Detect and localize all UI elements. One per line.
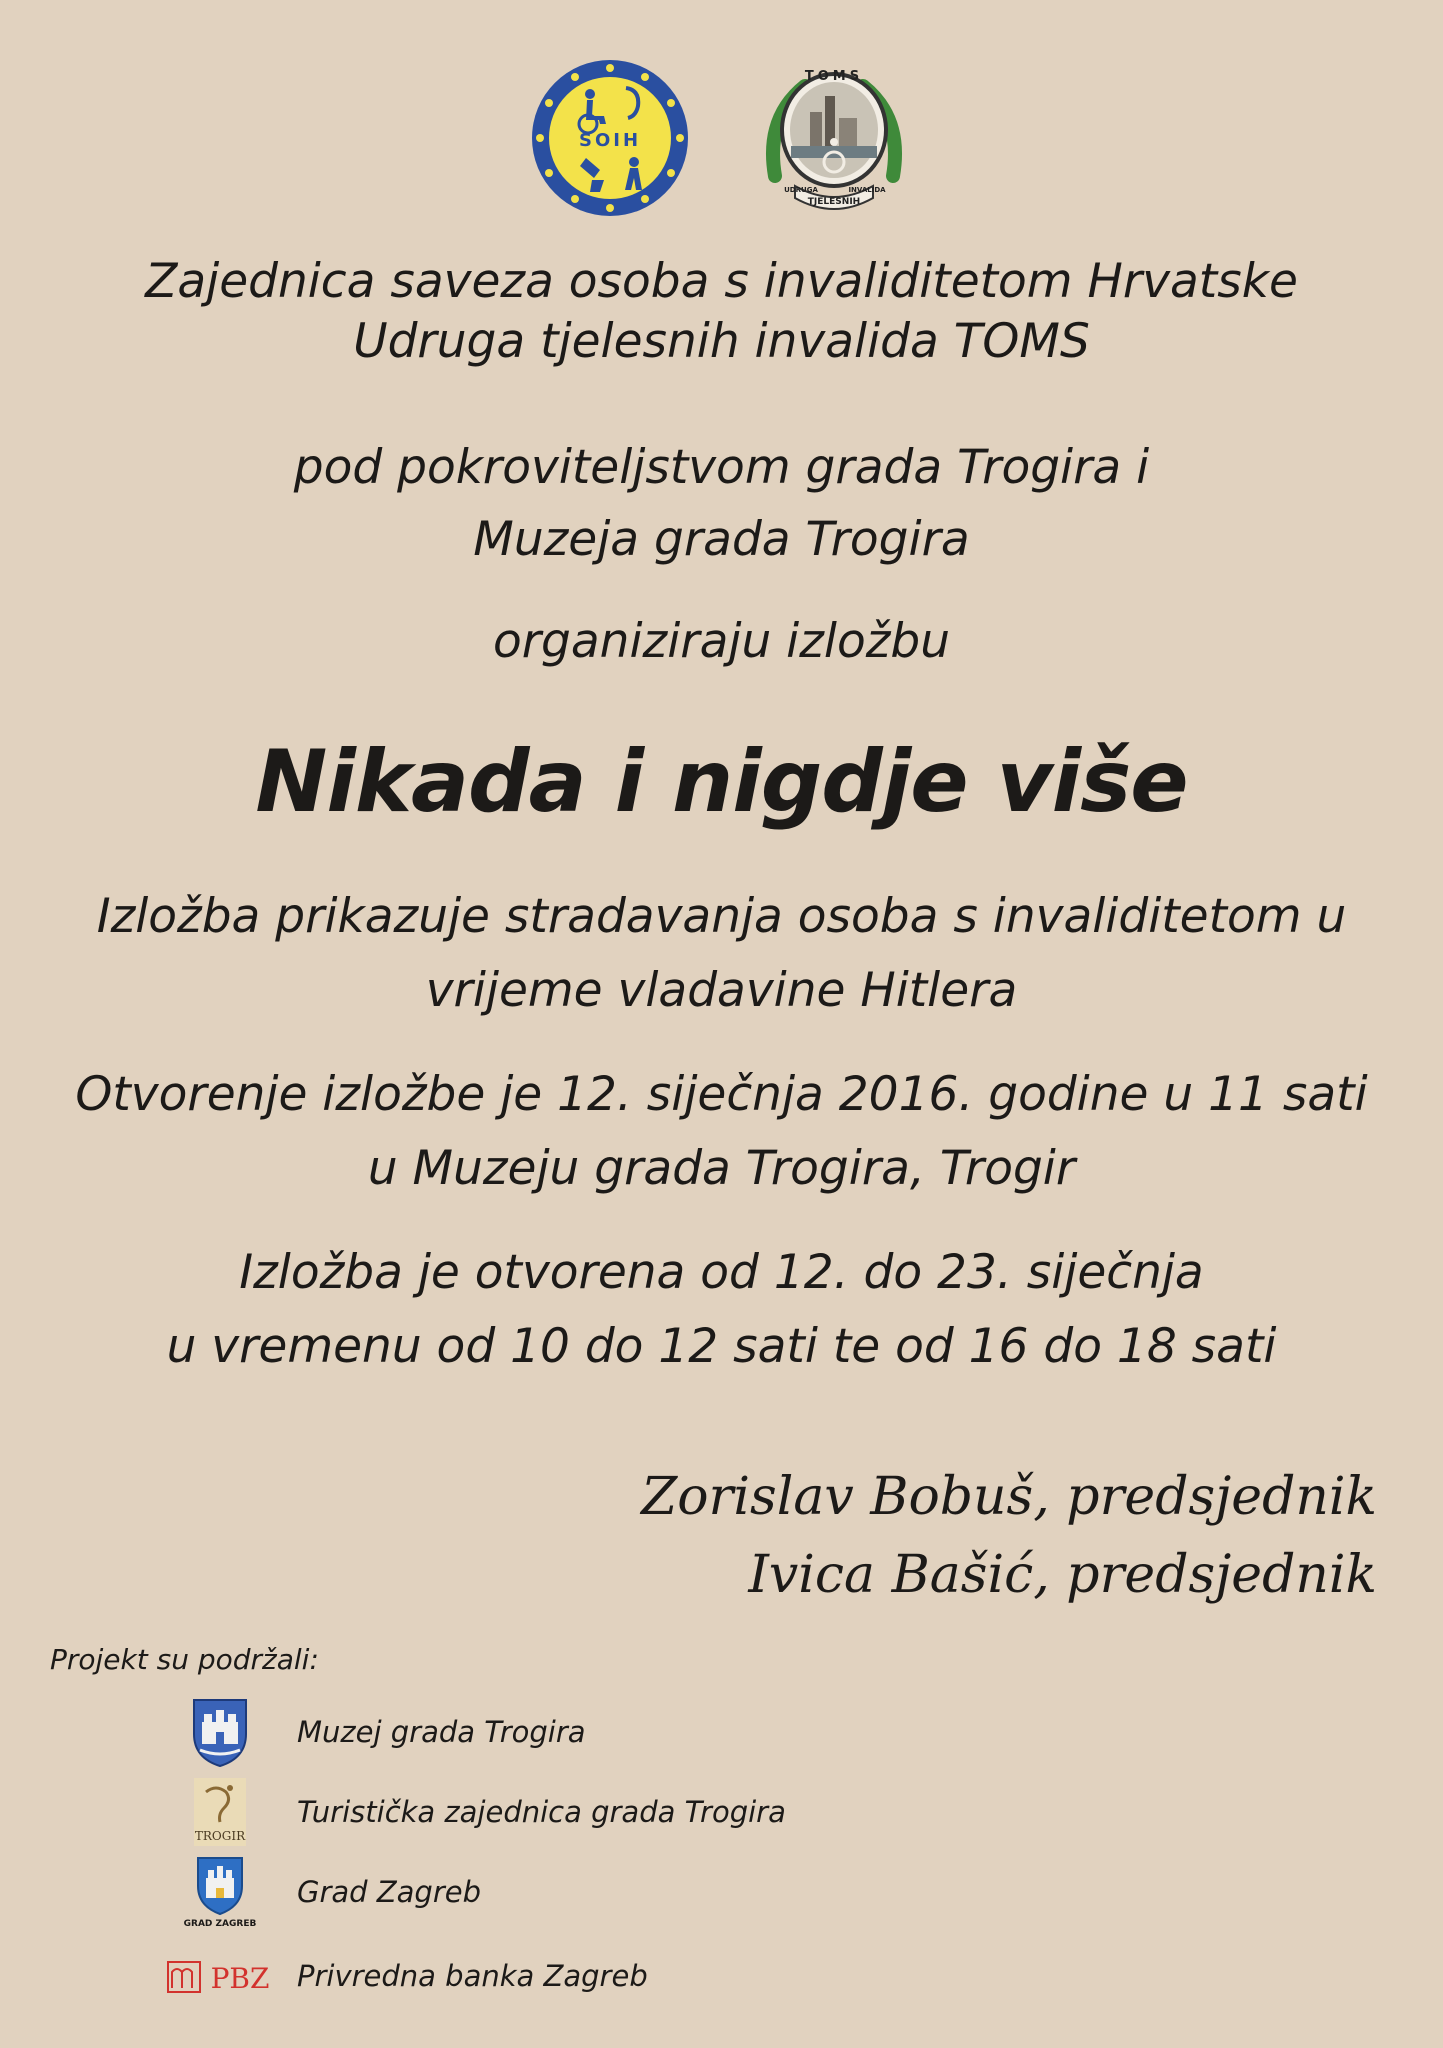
- svg-text:GRAD ZAGREB: GRAD ZAGREB: [183, 1919, 257, 1928]
- toms-logo-icon: [755, 58, 913, 218]
- opening-hours: [60, 1236, 1383, 1384]
- trogir-coat-of-arms-icon: [160, 1696, 280, 1768]
- svg-text:TOMS: TOMS: [804, 69, 864, 84]
- patronage-line-2: Muzeja grada Trogira: [473, 512, 970, 567]
- logo-row: [0, 58, 1443, 218]
- exhibition-description: [60, 880, 1383, 1028]
- organizers: [60, 252, 1383, 372]
- svg-text:PBZ: PBZ: [210, 1962, 270, 1995]
- svg-text:TJELESNIH: TJELESNIH: [807, 197, 861, 207]
- organize-line: organiziraju izložbu: [492, 614, 951, 669]
- description-line-1: Izložba prikazuje stradavanja osoba s invaliditetom u: [96, 889, 1347, 944]
- svg-text:TROGIR: TROGIR: [194, 1829, 246, 1843]
- organizer-line-1: Zajednica saveza osoba s invaliditetom Hrvatske: [145, 254, 1298, 309]
- opening-line-1: Otvorenje izložbe je 12. siječnja 2016. godine u 11 sati: [75, 1067, 1368, 1122]
- sponsor-item-muzej: [160, 1696, 960, 1768]
- organizer-line-2: Udruga tjelesnih invalida TOMS: [353, 314, 1090, 369]
- svg-text:SOIH: SOIH: [578, 130, 642, 151]
- organize-text: [60, 612, 1383, 672]
- soih-logo-icon: [530, 58, 690, 218]
- opening-line-2: u Muzeju grada Trogira, Trogir: [367, 1141, 1076, 1196]
- hours-line-1: Izložba je otvorena od 12. do 23. siječnja: [239, 1245, 1204, 1300]
- exhibition-title: [60, 732, 1383, 832]
- svg-text:UDRUGA: UDRUGA: [784, 186, 818, 194]
- patronage: [60, 432, 1383, 576]
- svg-text:INVALIDA: INVALIDA: [848, 186, 886, 194]
- title-text: Nikada i nigdje više: [255, 732, 1188, 832]
- trogir-tourist-board-icon: [160, 1776, 280, 1848]
- pbz-logo-icon: [160, 1940, 280, 2012]
- signature-2: Ivica Bašić, predsjednik: [748, 1545, 1377, 1605]
- hours-line-2: u vremenu od 10 do 12 sati te od 16 do 18 sati: [166, 1319, 1277, 1374]
- opening-info: [60, 1058, 1383, 1206]
- sponsor-label: Turistička zajednica grada Trogira: [297, 1795, 786, 1829]
- signatures: [641, 1458, 1377, 1614]
- description-line-2: vrijeme vladavine Hitlera: [425, 963, 1018, 1018]
- sponsor-label: Muzej grada Trogira: [297, 1715, 586, 1749]
- sponsor-label: Privredna banka Zagreb: [297, 1959, 648, 1993]
- sponsor-item-turisticka: [160, 1776, 960, 1848]
- sponsors-heading: Projekt su podržali:: [50, 1643, 319, 1676]
- sponsor-item-pbz: [160, 1940, 960, 2012]
- zagreb-coat-of-arms-icon: [160, 1856, 280, 1928]
- sponsor-label: Grad Zagreb: [297, 1875, 482, 1909]
- signature-1: Zorislav Bobuš, predsjednik: [641, 1467, 1377, 1527]
- sponsor-item-zagreb: [160, 1856, 960, 1928]
- patronage-line-1: pod pokroviteljstvom grada Trogira i: [293, 440, 1150, 495]
